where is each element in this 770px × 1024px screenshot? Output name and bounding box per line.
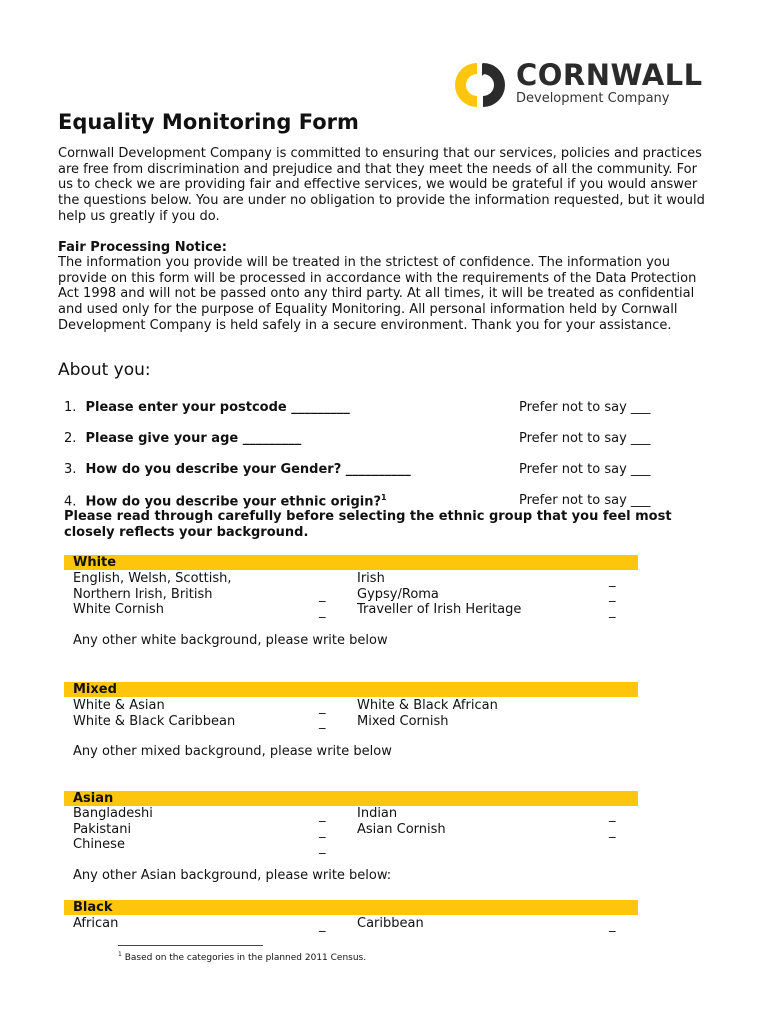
option-white-black-african: White & Black African [357, 698, 498, 713]
checkbox-irish[interactable]: _ [609, 573, 616, 588]
asian-left-options [73, 806, 153, 853]
checkbox-english-welsh-british[interactable]: _ [319, 588, 326, 603]
prefer-not-to-say-gender[interactable]: Prefer not to say ___ [519, 462, 651, 477]
section-bar-black: Black [64, 900, 638, 915]
option-mixed-cornish: Mixed Cornish [357, 713, 449, 729]
option-white-cornish: White Cornish [73, 602, 164, 617]
prefer-not-to-say-ethnic[interactable]: Prefer not to say ___ [519, 493, 651, 508]
section-bar-asian: Asian [64, 791, 638, 806]
option-traveller: Traveller of Irish Heritage [357, 602, 522, 617]
company-logo [455, 58, 705, 110]
checkbox-african[interactable]: _ [319, 918, 326, 933]
option-gypsy-roma: Gypsy/Roma [357, 586, 439, 602]
option-caribbean: Caribbean [357, 916, 424, 931]
mixed-left-options [73, 698, 235, 729]
question-age[interactable]: 2. Please give your age _________ [64, 431, 302, 446]
checkbox-bangladeshi[interactable]: _ [319, 808, 326, 823]
option-white-asian: White & Asian [73, 698, 165, 713]
fair-processing-heading: Fair Processing Notice: [58, 240, 227, 255]
fair-processing-body: The information you provide will be treated in the strictest of confidence. The information you provide on this form will be processed in accordance with the requirements of the Data Protection Act 1998 and will not be passed onto any third party. At all times, it will be treated as confidential and used only for the purpose of Equality Monitoring. All personal information held by Cornwall Development Company is held safely in a secure environment. Thank you for your assistance. [58, 255, 697, 333]
asian-right-options [357, 806, 446, 837]
checkbox-caribbean[interactable]: _ [609, 918, 616, 933]
checkbox-traveller[interactable]: _ [609, 604, 616, 619]
question-ethnic-origin: 4. How do you describe your ethnic origin?$^1$ [64, 493, 387, 510]
checkbox-asian-cornish[interactable]: _ [609, 824, 616, 839]
prefer-not-to-say-postcode[interactable]: Prefer not to say ___ [519, 400, 651, 415]
option-chinese: Chinese [73, 837, 125, 852]
about-heading: About you: [58, 360, 151, 380]
checkbox-indian[interactable]: _ [609, 808, 616, 823]
question-postcode[interactable]: 1. Please enter your postcode _________ [64, 400, 350, 415]
white-left-options [73, 571, 232, 618]
option-irish: Irish [357, 571, 385, 586]
cornwall-logo-icon [455, 60, 505, 110]
mixed-right-options [357, 698, 498, 729]
page-title: Equality Monitoring Form [58, 110, 359, 134]
checkbox-gypsy-roma[interactable]: _ [609, 588, 616, 603]
checkbox-white-cornish[interactable]: _ [319, 604, 326, 619]
option-white-black-caribbean: White & Black Caribbean [73, 713, 236, 729]
white-right-options [357, 571, 521, 618]
prefer-not-to-say-age[interactable]: Prefer not to say ___ [519, 431, 651, 446]
footnote-divider [118, 945, 263, 946]
option-pakistani: Pakistani [73, 821, 132, 837]
footnote: $^1$ Based on the categories in the planned 2011 Census. [118, 951, 367, 963]
checkbox-chinese[interactable]: _ [319, 840, 326, 855]
section-bar-mixed: Mixed [64, 682, 638, 697]
checkbox-white-asian[interactable]: _ [319, 700, 326, 715]
logo-subtitle: Development Company [516, 91, 670, 106]
question-gender[interactable]: 3. How do you describe your Gender? __________ [64, 462, 411, 477]
option-english-welsh: English, Welsh, Scottish, [73, 571, 232, 586]
section-bar-white: White [64, 555, 638, 570]
mixed-other-text: Any other mixed background, please write below [73, 744, 392, 759]
logo-name: CORNWALL [516, 58, 703, 92]
asian-other-text: Any other Asian background, please write below: [73, 868, 392, 883]
option-northern-irish-british: Northern Irish, British [73, 586, 213, 602]
option-african: African [73, 916, 119, 931]
option-bangladeshi: Bangladeshi [73, 806, 153, 821]
option-indian: Indian [357, 806, 398, 821]
white-other-text: Any other white background, please write below [73, 633, 388, 648]
ethnic-note: Please read through carefully before selecting the ethnic group that you feel most closely reflects your background. [64, 509, 672, 540]
intro-paragraph: Cornwall Development Company is committed to ensuring that our services, policies and practices are free from discrimination and prejudice and that they meet the needs of all the community. For us to check we are providing fair and effective services, we would be grateful if you would answer the questions below. You are under no obligation to provide the information requested, but it would help us greatly if you do. [58, 146, 705, 224]
checkbox-white-black-caribbean[interactable]: _ [319, 715, 326, 730]
option-asian-cornish: Asian Cornish [357, 821, 446, 837]
checkbox-pakistani[interactable]: _ [319, 824, 326, 839]
